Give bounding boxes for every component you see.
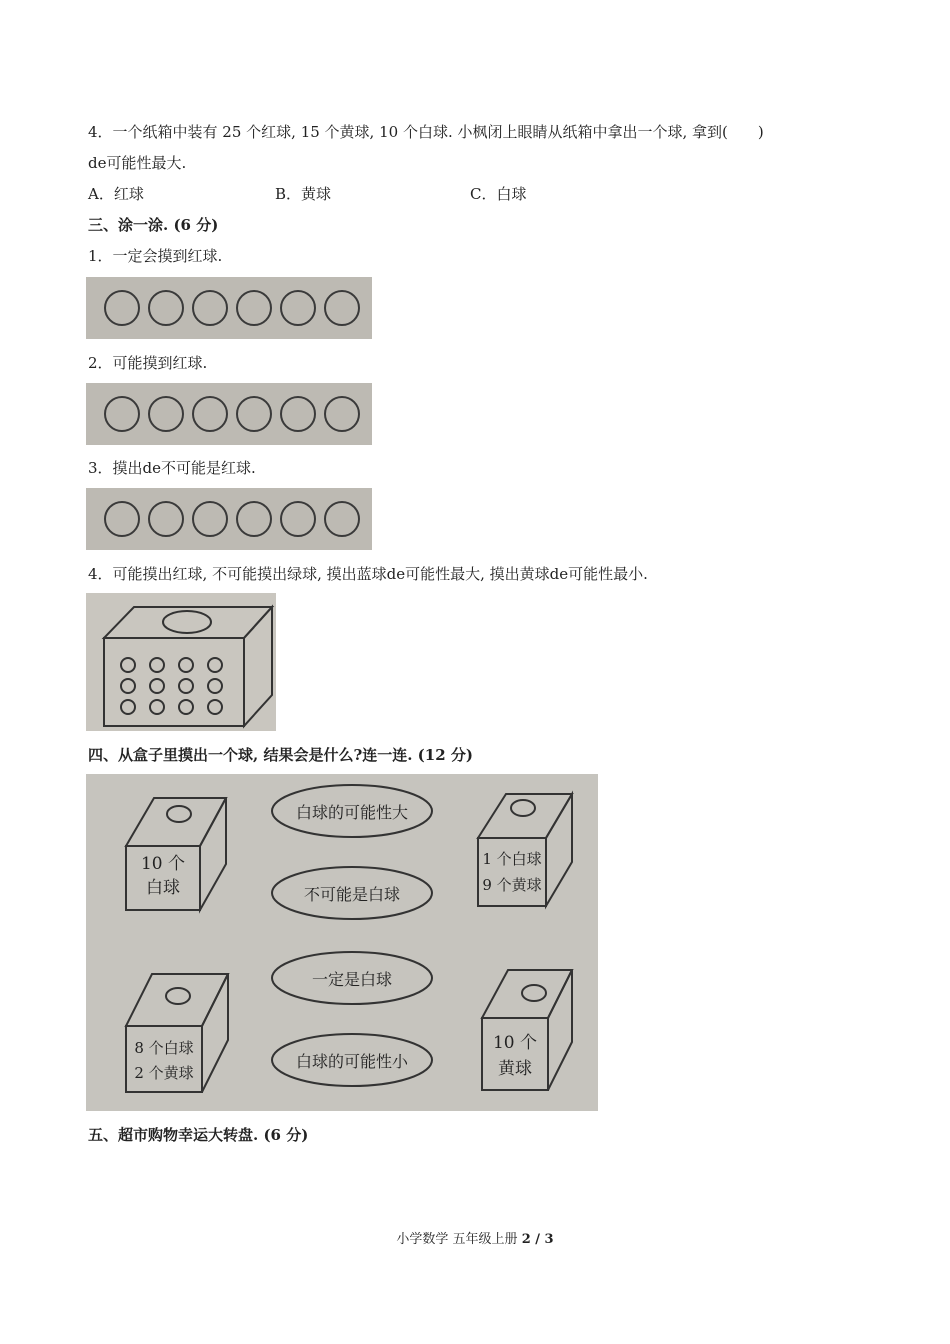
box-2-line2: 9 个黄球 bbox=[482, 876, 542, 894]
ball-row-image-3 bbox=[86, 488, 372, 550]
section-3-heading: 三、涂一涂. (6 分) bbox=[88, 216, 219, 234]
box-10-yellow bbox=[482, 1030, 548, 1082]
ball-box-image bbox=[86, 593, 276, 731]
box-8-white-2-yellow bbox=[126, 1036, 202, 1086]
page-footer bbox=[0, 1228, 950, 1247]
option-a: A．红球 bbox=[88, 185, 144, 203]
footer-subject: 小学数学 五年级上册 bbox=[396, 1232, 522, 1247]
matching-image bbox=[86, 774, 598, 1111]
section-3-item-1: 1．一定会摸到红球. bbox=[88, 247, 223, 265]
box-4-line2: 黄球 bbox=[498, 1059, 532, 1079]
oval-label-3: 一定是白球 bbox=[311, 970, 392, 989]
question-4-line2: de可能性最大. bbox=[88, 154, 187, 172]
option-b: B．黄球 bbox=[275, 185, 332, 203]
box-1-white-9-yellow bbox=[478, 846, 546, 898]
ball-row-image-1 bbox=[86, 277, 372, 339]
box-4-line1: 10 个 bbox=[492, 1033, 538, 1053]
oval-label-4: 白球的可能性小 bbox=[295, 1052, 408, 1071]
box-1-line1: 10 个 bbox=[140, 854, 186, 874]
oval-label-1: 白球的可能性大 bbox=[295, 803, 408, 822]
box-3-line2: 2 个黄球 bbox=[134, 1064, 194, 1082]
section-5-heading: 五、超市购物幸运大转盘. (6 分) bbox=[88, 1126, 309, 1144]
box-10-white bbox=[126, 852, 200, 900]
section-3-item-4: 4．可能摸出红球, 不可能摸出绿球, 摸出蓝球de可能性最大, 摸出黄球de可能性最小. bbox=[88, 565, 648, 583]
box-3-line1: 8 个白球 bbox=[134, 1039, 194, 1057]
option-c: C．白球 bbox=[470, 185, 527, 203]
section-3-item-2: 2．可能摸到红球. bbox=[88, 354, 208, 372]
box-2-line1: 1 个白球 bbox=[482, 850, 542, 868]
box-1-line2: 白球 bbox=[146, 878, 180, 898]
ball-row-image-2 bbox=[86, 383, 372, 445]
question-4-line1: 4．一个纸箱中装有 25 个红球, 15 个黄球, 10 个白球. 小枫闭上眼睛从纸箱中拿出一个球, 拿到( ) bbox=[88, 123, 764, 141]
section-3-item-3: 3．摸出de不可能是红球. bbox=[88, 459, 256, 477]
oval-label-2: 不可能是白球 bbox=[303, 885, 400, 904]
section-4-heading: 四、从盒子里摸出一个球, 结果会是什么?连一连. (12 分) bbox=[88, 746, 473, 764]
footer-page-number: 2 / 3 bbox=[521, 1232, 554, 1247]
